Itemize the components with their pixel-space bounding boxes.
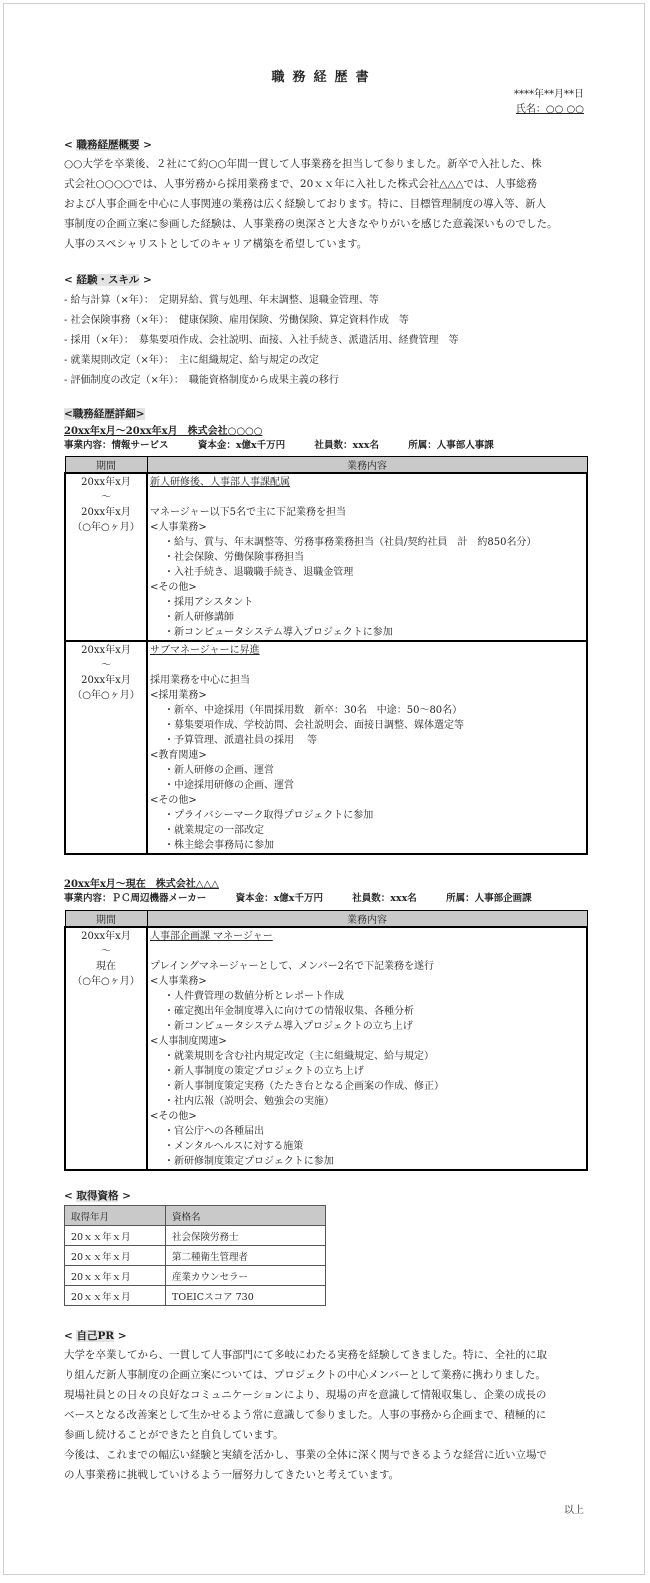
pr-line: り組んだ新人事制度の企画立案については、プロジェクトの中心メンバーとして業務に携わりました。 <box>64 1369 546 1381</box>
description-line: <教育関連> <box>150 750 207 761</box>
period-line: ～ <box>101 660 111 671</box>
description-line: ・採用アシスタント <box>164 597 254 608</box>
description-line <box>150 658 586 673</box>
description-line: <その他> <box>150 795 197 806</box>
skill-item: - 就業規則改定（×年）： 主に組織規定、給与規定の改定 <box>64 355 319 366</box>
description-line: ・メンタルヘルスに対する施策 <box>164 1141 304 1152</box>
company2-info <box>64 890 558 904</box>
job-row <box>65 473 587 641</box>
company2-business: 事業内容：ＰＣ周辺機器メーカー <box>64 893 207 904</box>
qual-name: 産業カウンセラー <box>166 1266 326 1286</box>
company1-title: 20xx年x月～20xx年x月 株式会社○○○○ <box>64 426 263 437</box>
skill-item: - 給与計算（×年）： 定期昇給、賞与処理、年末調整、退職金管理、等 <box>64 295 379 306</box>
pr-text <box>64 1345 589 1485</box>
skills-list <box>64 291 459 391</box>
company1-table <box>64 456 588 855</box>
company2-capital: 資本金：x億x千万円 <box>235 893 323 904</box>
qual-date: 20ｘｘ年ｘ月 <box>65 1266 166 1286</box>
description-line: ・株主総会事務局に参加 <box>164 840 274 851</box>
applicant-name: 氏名：○○ ○○ <box>515 104 584 115</box>
description-line: ・新コンピュータシステム導入プロジェクトに参加 <box>164 627 393 638</box>
description-line: ・新人研修講師 <box>164 612 234 623</box>
company2-title: 20xx年x月～現在 株式会社△△△ <box>64 879 219 890</box>
summary-text <box>64 154 589 254</box>
description-heading: サブマネージャーに昇進 <box>150 645 260 656</box>
description-line <box>150 643 586 658</box>
period-line: ～ <box>101 492 111 503</box>
description-line: <採用業務> <box>150 690 207 701</box>
description-line: <人事業務> <box>150 522 207 533</box>
pr-line: 参画し続けることができたと自負しています。 <box>64 1429 284 1441</box>
description-heading: 新人研修後、人事部人事課配属 <box>150 477 290 488</box>
description-line: ・新人事制度策定実務（たたき台となる企画案の作成、修正） <box>164 1081 444 1092</box>
col-desc: 業務内容 <box>147 911 587 928</box>
table-row <box>65 1246 326 1266</box>
description-line: <人事業務> <box>150 976 207 987</box>
pr-line: の人事業務に挑戦していけるよう一層努力してきたいと考えています。 <box>64 1469 400 1481</box>
pr-heading: < 自己PR > <box>64 1330 127 1342</box>
description-line: ・官公庁への各種届出 <box>164 1126 264 1137</box>
job-period <box>65 473 147 641</box>
summary-line: ○○大学を卒業後、２社にて約○○年間一貫して人事業務を担当して参りました。新卒で入社した、株 <box>64 158 542 170</box>
job-description <box>147 927 587 1170</box>
summary-line: 人事のスペシャリストとしてのキャリア構築を希望しています。 <box>64 238 368 250</box>
period-line: ～ <box>101 946 111 957</box>
document-title: 職務経歴書 <box>271 70 377 85</box>
company2-employees: 社員数：xxx名 <box>352 893 417 904</box>
description-line: ・社内広報（説明会、勉強会の実施） <box>164 1096 334 1107</box>
description-line: ・新卒、中途採用（年間採用数 新卒：30名 中途：50～80名） <box>164 705 463 716</box>
resume-page <box>3 3 645 1575</box>
skill-item: - 評価制度の改定（×年）： 職能資格制度から成果主義の移行 <box>64 375 339 386</box>
job-description <box>147 641 587 854</box>
period-line: 20xx年x月 <box>81 645 131 656</box>
company1-dept: 所属：人事部人事課 <box>408 440 494 451</box>
description-line: ・就業規定の一部改定 <box>164 825 264 836</box>
description-line: ・就業規則を含む社内規定改定（主に組織規定、給与規定） <box>164 1051 434 1062</box>
table-header-row <box>65 1206 326 1226</box>
description-line: ・入社手続き、退職職手続き、退職金管理 <box>164 567 354 578</box>
period-line: （○年○ヶ月） <box>72 522 140 533</box>
description-line: <その他> <box>150 582 197 593</box>
description-line: ・新コンピュータシステム導入プロジェクトの立ち上げ <box>164 1021 413 1032</box>
description-line: <その他> <box>150 1111 197 1122</box>
pr-line: 今後は、これまでの幅広い経験と実績を活かし、事業の全体に深く関与できるような経営に近い立場で <box>64 1449 547 1461</box>
table-row <box>65 1286 326 1306</box>
skill-item: - 社会保険事務（×年）： 健康保険、雇用保険、労働保険、算定資料作成 等 <box>64 315 409 326</box>
document-date: ****年**月**日 <box>514 89 584 100</box>
company1-capital: 資本金：x億x千万円 <box>197 440 286 451</box>
job-row <box>65 927 587 1170</box>
period-line: （○年○ヶ月） <box>72 690 140 701</box>
description-line: <人事制度関連> <box>150 1036 227 1047</box>
description-line: ・社会保険、労働保険事務担当 <box>164 552 304 563</box>
col-desc: 業務内容 <box>147 457 587 474</box>
description-line: ・中途採用研修の企画、運営 <box>164 780 294 791</box>
period-line: 20xx年x月 <box>81 675 131 686</box>
job-row <box>65 641 587 854</box>
detail-heading: <職務経歴詳細> <box>64 408 145 420</box>
description-line: ・給与、賞与、年末調整等、労務事務業務担当（社員/契約社員 計 約850名分） <box>164 537 537 548</box>
skill-item: - 採用（×年）： 募集要項作成、会社説明、面接、入社手続き、派遣活用、経費管理 等 <box>64 335 459 346</box>
period-line: （○年○ヶ月） <box>72 976 140 987</box>
summary-line: 式会社○○○○では、人事労務から採用業務まで、20ｘｘ年に入社した株式会社△△△では、人事総務 <box>64 178 538 190</box>
qualifications-heading: < 取得資格 > <box>64 1190 131 1202</box>
description-line: ・プライバシーマーク取得プロジェクトに参加 <box>164 810 374 821</box>
qual-name: 第二種衛生管理者 <box>166 1246 326 1266</box>
table-header-row <box>65 911 587 928</box>
description-line <box>150 929 586 944</box>
qual-name: 社会保険労務士 <box>166 1226 326 1246</box>
description-line: プレイングマネージャーとして、メンバー2名で下記業務を遂行 <box>150 961 434 972</box>
table-row <box>65 1266 326 1286</box>
description-line: ・人件費管理の数値分析とレポート作成 <box>164 991 344 1002</box>
description-line: マネージャー以下5名で主に下記業務を担当 <box>150 507 346 518</box>
job-period <box>65 927 147 1170</box>
description-line: ・募集要項作成、学校訪問、会社説明会、面接日調整、媒体選定等 <box>164 720 464 731</box>
col-qualification-name: 資格名 <box>166 1206 326 1226</box>
table-row <box>65 1226 326 1246</box>
description-line <box>150 475 586 490</box>
description-line: ・新人研修の企画、運営 <box>164 765 274 776</box>
company2-table <box>64 910 588 1171</box>
description-line: ・新人事制度の策定プロジェクトの立ち上げ <box>164 1066 364 1077</box>
skills-heading: < 経験・スキル > <box>64 274 152 286</box>
description-line: ・予算管理、派遣社員の採用 等 <box>164 735 318 746</box>
description-line: ・新研修制度策定プロジェクトに参加 <box>164 1156 334 1167</box>
qual-date: 20ｘｘ年ｘ月 <box>65 1286 166 1306</box>
col-period: 期間 <box>65 911 147 928</box>
qualifications-table <box>64 1205 326 1306</box>
closing-text: 以上 <box>564 1505 584 1516</box>
period-line: 20xx年x月 <box>81 477 131 488</box>
col-acquired-date: 取得年月 <box>65 1206 166 1226</box>
company2-dept: 所属：人事部企画課 <box>446 893 532 904</box>
qual-date: 20ｘｘ年ｘ月 <box>65 1246 166 1266</box>
company1-info <box>64 437 520 451</box>
period-line: 20xx年x月 <box>81 931 131 942</box>
pr-line: ベースとなる改善案として生かせるよう常に意識して参りました。人事の事務から企画まで、積極的に <box>64 1409 547 1421</box>
summary-line: 事制度の企画立案に参画した経験は、人事業務の奥深さと大きなやりがいを感じた意義深いものでした。 <box>64 218 558 230</box>
description-line: 採用業務を中心に担当 <box>150 675 250 686</box>
job-description <box>147 473 587 641</box>
company1-employees: 社員数：xxx名 <box>314 440 379 451</box>
description-line <box>150 944 586 959</box>
pr-line: 現場社員との日々の良好なコミュニケーションにより、現場の声を意識して情報収集し、企業の成長の <box>64 1389 547 1401</box>
pr-line: 大学を卒業してから、一貫して人事部門にて多岐にわたる実務を経験してきました。特に、全社的に取 <box>64 1349 547 1361</box>
description-line: ・確定拠出年金制度導入に向けての情報収集、各種分析 <box>164 1006 414 1017</box>
qual-date: 20ｘｘ年ｘ月 <box>65 1226 166 1246</box>
table-header-row <box>65 457 587 474</box>
col-period: 期間 <box>65 457 147 474</box>
period-line: 現在 <box>96 961 116 972</box>
summary-heading: < 職務経歴概要 > <box>64 139 152 151</box>
company1-business: 事業内容：情報サービス <box>64 440 169 451</box>
summary-line: および人事企画を中心に人事関連の業務は広く経験しております。特に、目標管理制度の導入等、新人 <box>64 198 547 210</box>
description-heading: 人事部企画課 マネージャー <box>150 931 273 942</box>
description-line <box>150 490 586 505</box>
qual-name: TOEICスコア 730 <box>166 1286 326 1306</box>
job-period <box>65 641 147 854</box>
period-line: 20xx年x月 <box>81 507 131 518</box>
